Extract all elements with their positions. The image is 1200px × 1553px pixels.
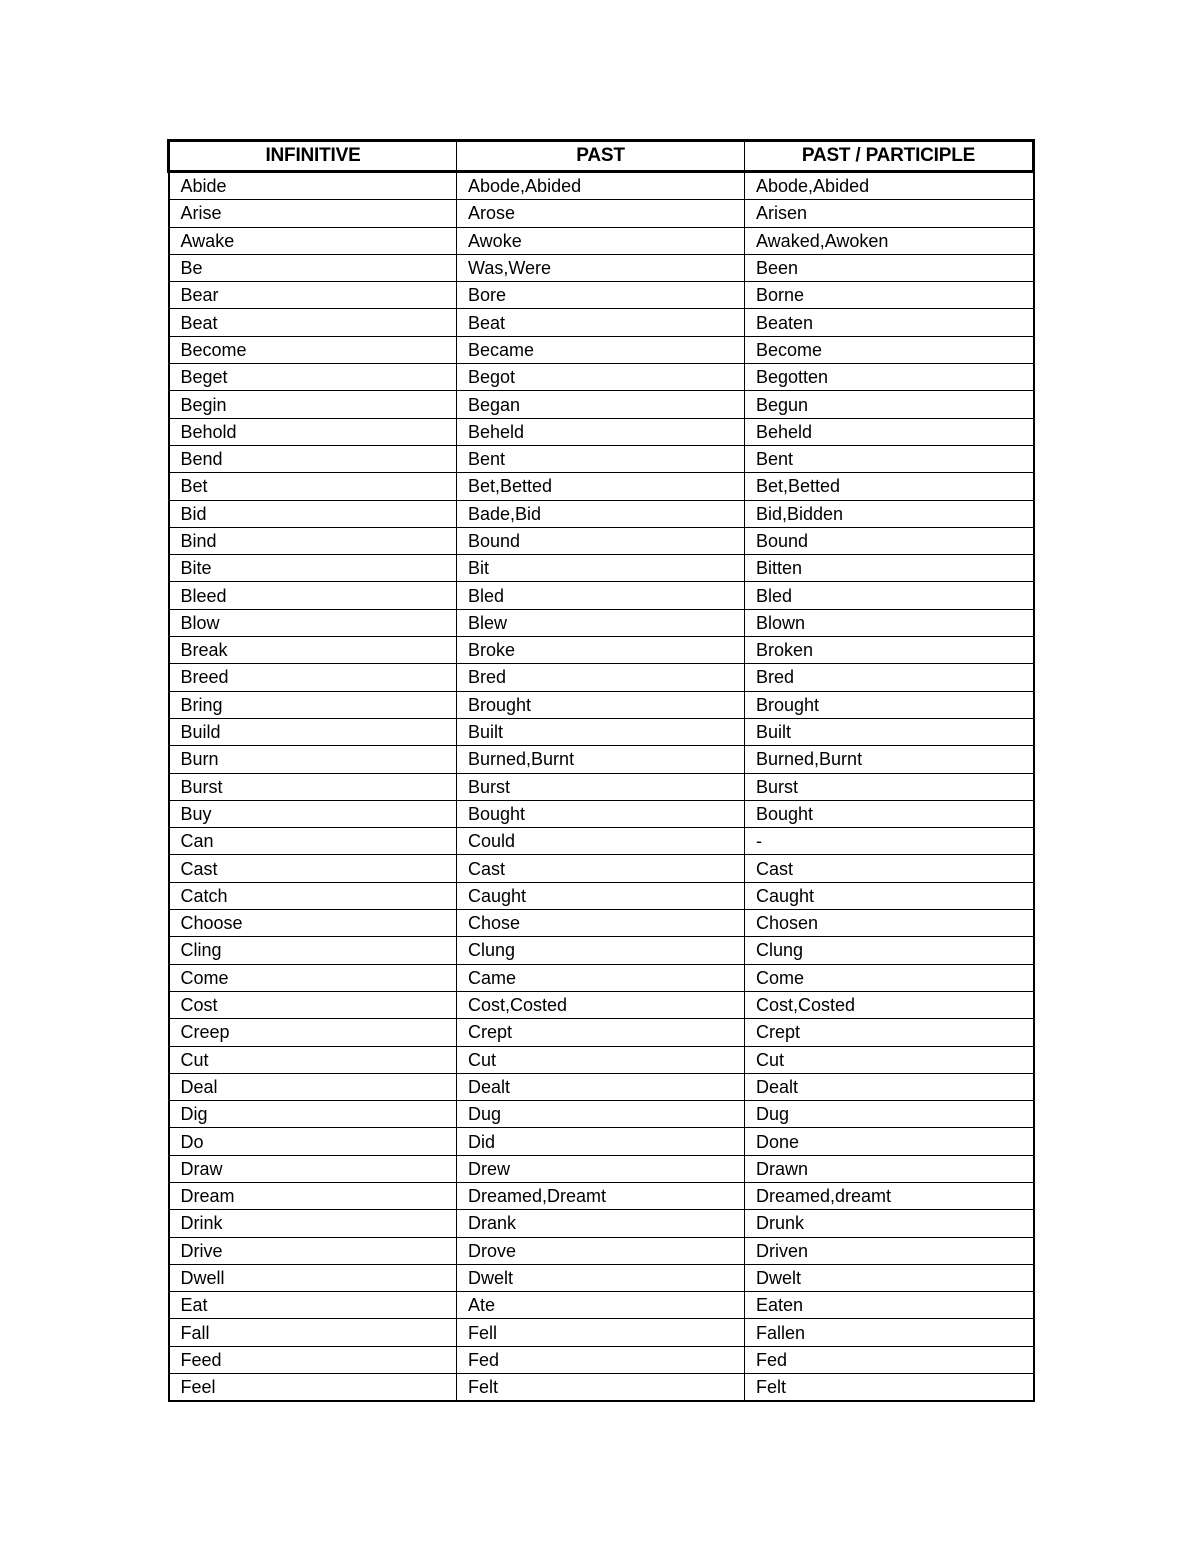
- table-row: [169, 1101, 1034, 1128]
- cell-infinitive: Bet: [169, 473, 457, 500]
- cell-infinitive: Arise: [169, 200, 457, 227]
- cell-past: Broke: [457, 637, 745, 664]
- cell-past-participle: Dealt: [745, 1073, 1034, 1100]
- cell-past-participle: Caught: [745, 882, 1034, 909]
- table-row: [169, 391, 1034, 418]
- table-row: [169, 882, 1034, 909]
- table-row: [169, 910, 1034, 937]
- cell-past-participle: Burst: [745, 773, 1034, 800]
- cell-infinitive: Feed: [169, 1346, 457, 1373]
- cell-past: Beat: [457, 309, 745, 336]
- table-row: [169, 555, 1034, 582]
- table-row: [169, 473, 1034, 500]
- cell-past-participle: Brought: [745, 691, 1034, 718]
- table-row: [169, 1019, 1034, 1046]
- cell-past-participle: Burned,Burnt: [745, 746, 1034, 773]
- cell-past-participle: Cast: [745, 855, 1034, 882]
- cell-past: Bore: [457, 282, 745, 309]
- cell-past-participle: Felt: [745, 1374, 1034, 1402]
- table-row: [169, 1046, 1034, 1073]
- cell-past-participle: -: [745, 828, 1034, 855]
- cell-past: Cut: [457, 1046, 745, 1073]
- cell-past: Dreamed,Dreamt: [457, 1182, 745, 1209]
- cell-past-participle: Dreamed,dreamt: [745, 1182, 1034, 1209]
- cell-infinitive: Bite: [169, 555, 457, 582]
- cell-infinitive: Bear: [169, 282, 457, 309]
- cell-past-participle: Bound: [745, 527, 1034, 554]
- cell-infinitive: Fall: [169, 1319, 457, 1346]
- cell-infinitive: Beat: [169, 309, 457, 336]
- cell-past-participle: Built: [745, 718, 1034, 745]
- cell-past: Drank: [457, 1210, 745, 1237]
- cell-past-participle: Bought: [745, 800, 1034, 827]
- cell-infinitive: Cost: [169, 991, 457, 1018]
- header-past-participle: PAST / PARTICIPLE: [745, 141, 1034, 172]
- cell-past-participle: Fallen: [745, 1319, 1034, 1346]
- cell-infinitive: Break: [169, 637, 457, 664]
- cell-past-participle: Fed: [745, 1346, 1034, 1373]
- cell-past: Drove: [457, 1237, 745, 1264]
- cell-past-participle: Arisen: [745, 200, 1034, 227]
- table-row: [169, 664, 1034, 691]
- cell-infinitive: Do: [169, 1128, 457, 1155]
- cell-past-participle: Cost,Costed: [745, 991, 1034, 1018]
- cell-past: Crept: [457, 1019, 745, 1046]
- table-row: [169, 445, 1034, 472]
- cell-past: Bet,Betted: [457, 473, 745, 500]
- cell-infinitive: Burn: [169, 746, 457, 773]
- cell-past: Bred: [457, 664, 745, 691]
- cell-infinitive: Bend: [169, 445, 457, 472]
- table-row: [169, 991, 1034, 1018]
- cell-infinitive: Come: [169, 964, 457, 991]
- cell-infinitive: Cling: [169, 937, 457, 964]
- cell-past: Awoke: [457, 227, 745, 254]
- cell-past: Beheld: [457, 418, 745, 445]
- table-row: [169, 172, 1034, 200]
- table-row: [169, 1292, 1034, 1319]
- table-header: [169, 141, 1034, 172]
- cell-infinitive: Begin: [169, 391, 457, 418]
- cell-past-participle: Begun: [745, 391, 1034, 418]
- table-row: [169, 500, 1034, 527]
- cell-past: Began: [457, 391, 745, 418]
- cell-past-participle: Beheld: [745, 418, 1034, 445]
- cell-infinitive: Dig: [169, 1101, 457, 1128]
- cell-past: Ate: [457, 1292, 745, 1319]
- cell-past-participle: Driven: [745, 1237, 1034, 1264]
- table-body: [169, 172, 1034, 1402]
- cell-past-participle: Broken: [745, 637, 1034, 664]
- cell-infinitive: Can: [169, 828, 457, 855]
- cell-infinitive: Cut: [169, 1046, 457, 1073]
- table-row: [169, 364, 1034, 391]
- table-row: [169, 527, 1034, 554]
- cell-past: Cast: [457, 855, 745, 882]
- table-row: [169, 1237, 1034, 1264]
- cell-past: Clung: [457, 937, 745, 964]
- table-row: [169, 336, 1034, 363]
- table-row: [169, 1128, 1034, 1155]
- cell-past: Dug: [457, 1101, 745, 1128]
- table-row: [169, 309, 1034, 336]
- cell-past: Dealt: [457, 1073, 745, 1100]
- table-row: [169, 418, 1034, 445]
- table-row: [169, 746, 1034, 773]
- table-row: [169, 773, 1034, 800]
- cell-past: Fed: [457, 1346, 745, 1373]
- cell-past-participle: Come: [745, 964, 1034, 991]
- cell-past: Bent: [457, 445, 745, 472]
- cell-past: Came: [457, 964, 745, 991]
- cell-past-participle: Become: [745, 336, 1034, 363]
- cell-infinitive: Choose: [169, 910, 457, 937]
- cell-past: Fell: [457, 1319, 745, 1346]
- cell-past: Brought: [457, 691, 745, 718]
- table-row: [169, 1374, 1034, 1402]
- cell-infinitive: Breed: [169, 664, 457, 691]
- cell-past-participle: Begotten: [745, 364, 1034, 391]
- cell-past-participle: Bet,Betted: [745, 473, 1034, 500]
- table-row: [169, 227, 1034, 254]
- cell-past: Begot: [457, 364, 745, 391]
- cell-past: Burned,Burnt: [457, 746, 745, 773]
- table-row: [169, 1073, 1034, 1100]
- cell-past: Arose: [457, 200, 745, 227]
- table-row: [169, 254, 1034, 281]
- cell-infinitive: Bleed: [169, 582, 457, 609]
- irregular-verbs-table: [167, 139, 1035, 1402]
- cell-infinitive: Deal: [169, 1073, 457, 1100]
- cell-past: Dwelt: [457, 1264, 745, 1291]
- cell-past: Bade,Bid: [457, 500, 745, 527]
- cell-infinitive: Drink: [169, 1210, 457, 1237]
- header-infinitive: INFINITIVE: [169, 141, 457, 172]
- table-row: [169, 609, 1034, 636]
- header-past: PAST: [457, 141, 745, 172]
- cell-infinitive: Cast: [169, 855, 457, 882]
- cell-past: Bit: [457, 555, 745, 582]
- cell-past: Did: [457, 1128, 745, 1155]
- cell-past: Built: [457, 718, 745, 745]
- cell-infinitive: Awake: [169, 227, 457, 254]
- table-row: [169, 855, 1034, 882]
- cell-infinitive: Dream: [169, 1182, 457, 1209]
- cell-past: Burst: [457, 773, 745, 800]
- cell-past-participle: Bid,Bidden: [745, 500, 1034, 527]
- table-row: [169, 937, 1034, 964]
- cell-past-participle: Blown: [745, 609, 1034, 636]
- cell-infinitive: Become: [169, 336, 457, 363]
- table-row: [169, 1346, 1034, 1373]
- cell-past-participle: Beaten: [745, 309, 1034, 336]
- cell-past: Blew: [457, 609, 745, 636]
- cell-past: Was,Were: [457, 254, 745, 281]
- cell-past-participle: Drunk: [745, 1210, 1034, 1237]
- cell-infinitive: Bind: [169, 527, 457, 554]
- cell-infinitive: Behold: [169, 418, 457, 445]
- table-row: [169, 582, 1034, 609]
- cell-infinitive: Blow: [169, 609, 457, 636]
- table-row: [169, 1155, 1034, 1182]
- cell-infinitive: Eat: [169, 1292, 457, 1319]
- cell-past-participle: Done: [745, 1128, 1034, 1155]
- cell-past: Bled: [457, 582, 745, 609]
- cell-past-participle: Bred: [745, 664, 1034, 691]
- cell-past-participle: Bent: [745, 445, 1034, 472]
- cell-infinitive: Be: [169, 254, 457, 281]
- table-row: [169, 1210, 1034, 1237]
- cell-infinitive: Bid: [169, 500, 457, 527]
- cell-past-participle: Clung: [745, 937, 1034, 964]
- header-row: [169, 141, 1034, 172]
- cell-past-participle: Bitten: [745, 555, 1034, 582]
- cell-infinitive: Catch: [169, 882, 457, 909]
- cell-past: Cost,Costed: [457, 991, 745, 1018]
- table-row: [169, 964, 1034, 991]
- cell-past: Abode,Abided: [457, 172, 745, 200]
- cell-past: Became: [457, 336, 745, 363]
- cell-past-participle: Drawn: [745, 1155, 1034, 1182]
- table-row: [169, 637, 1034, 664]
- cell-past-participle: Awaked,Awoken: [745, 227, 1034, 254]
- cell-infinitive: Buy: [169, 800, 457, 827]
- table-row: [169, 828, 1034, 855]
- cell-past-participle: Bled: [745, 582, 1034, 609]
- cell-past: Felt: [457, 1374, 745, 1402]
- cell-infinitive: Bring: [169, 691, 457, 718]
- cell-past: Could: [457, 828, 745, 855]
- cell-past: Chose: [457, 910, 745, 937]
- table-row: [169, 1264, 1034, 1291]
- cell-past-participle: Cut: [745, 1046, 1034, 1073]
- table-row: [169, 282, 1034, 309]
- table-row: [169, 691, 1034, 718]
- cell-past-participle: Eaten: [745, 1292, 1034, 1319]
- cell-past-participle: Borne: [745, 282, 1034, 309]
- cell-past: Bought: [457, 800, 745, 827]
- table-row: [169, 200, 1034, 227]
- table-row: [169, 1182, 1034, 1209]
- cell-past: Caught: [457, 882, 745, 909]
- cell-infinitive: Beget: [169, 364, 457, 391]
- cell-past-participle: Abode,Abided: [745, 172, 1034, 200]
- cell-past-participle: Chosen: [745, 910, 1034, 937]
- table-row: [169, 800, 1034, 827]
- cell-infinitive: Draw: [169, 1155, 457, 1182]
- cell-infinitive: Dwell: [169, 1264, 457, 1291]
- cell-infinitive: Drive: [169, 1237, 457, 1264]
- cell-past-participle: Crept: [745, 1019, 1034, 1046]
- table-row: [169, 1319, 1034, 1346]
- cell-infinitive: Burst: [169, 773, 457, 800]
- cell-past: Bound: [457, 527, 745, 554]
- cell-past-participle: Dug: [745, 1101, 1034, 1128]
- cell-past: Drew: [457, 1155, 745, 1182]
- cell-infinitive: Build: [169, 718, 457, 745]
- cell-infinitive: Creep: [169, 1019, 457, 1046]
- cell-past-participle: Been: [745, 254, 1034, 281]
- cell-past-participle: Dwelt: [745, 1264, 1034, 1291]
- table-row: [169, 718, 1034, 745]
- cell-infinitive: Feel: [169, 1374, 457, 1402]
- cell-infinitive: Abide: [169, 172, 457, 200]
